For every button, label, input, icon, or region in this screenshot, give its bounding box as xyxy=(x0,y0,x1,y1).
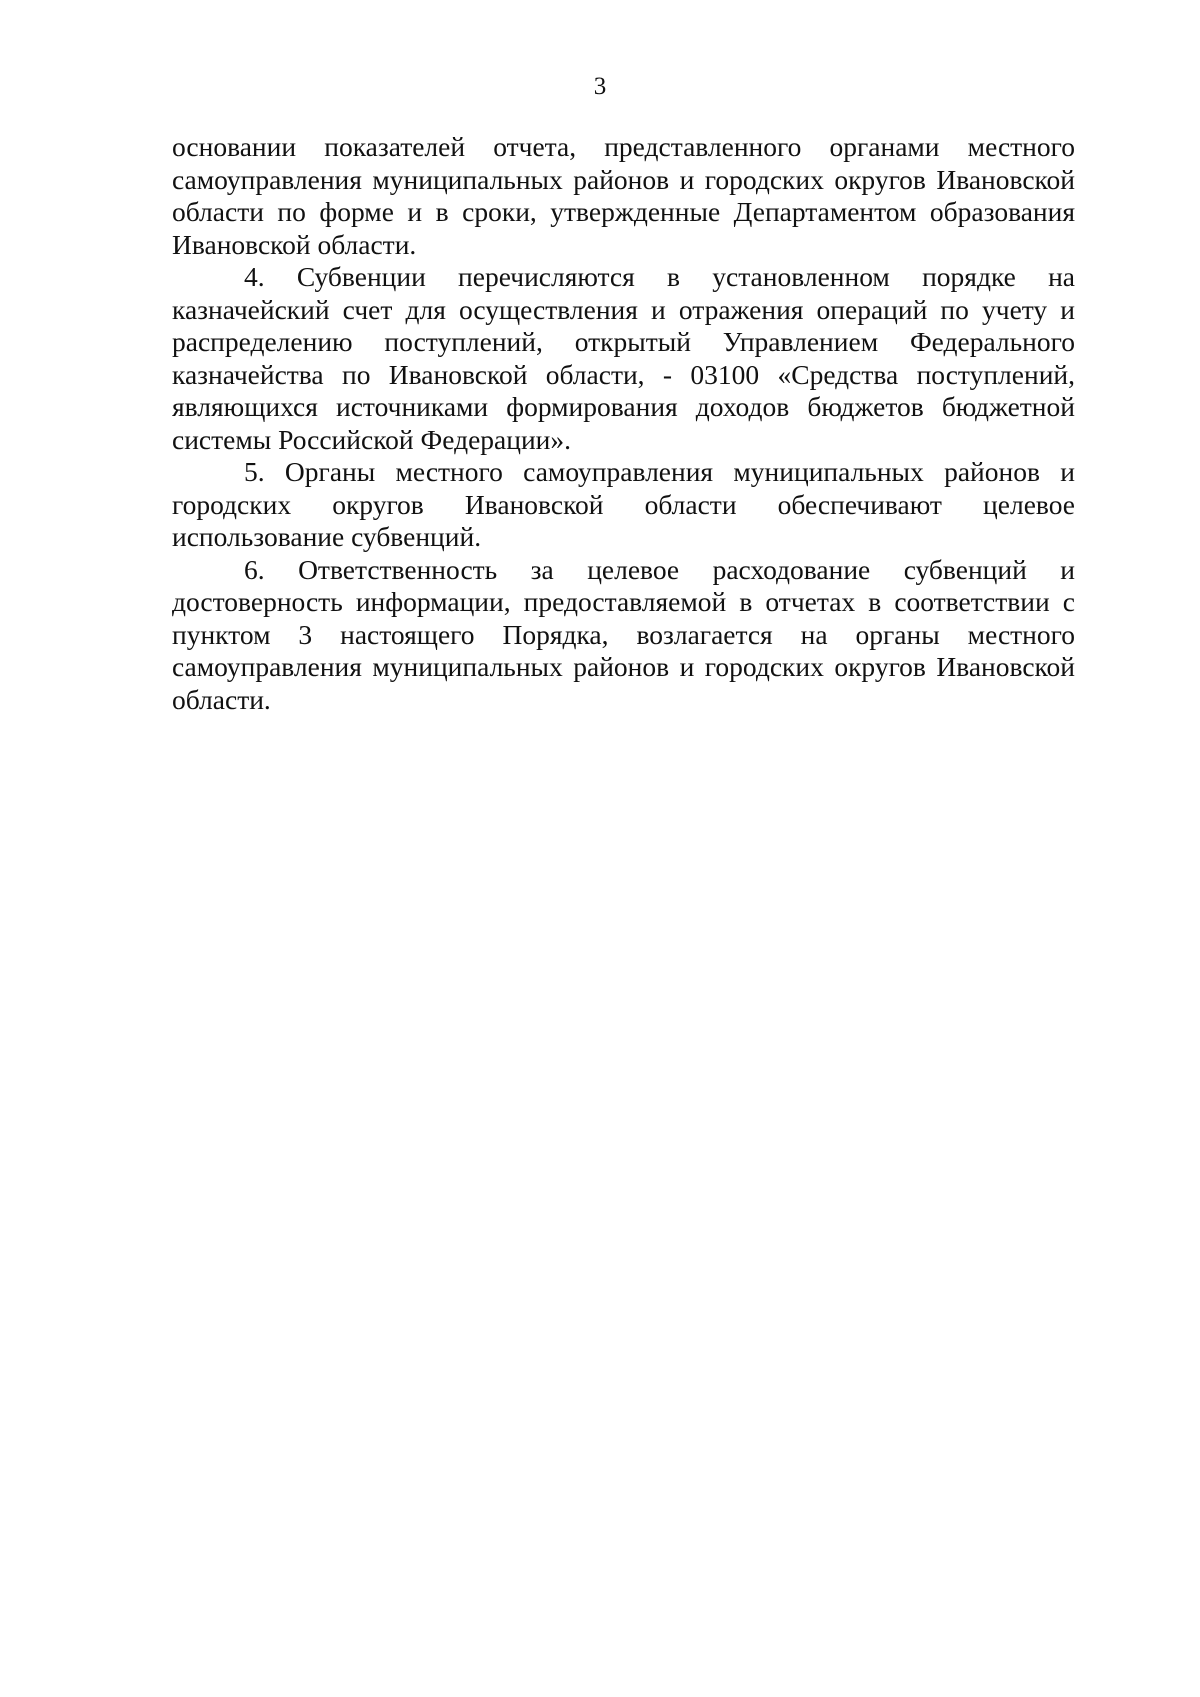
document-body xyxy=(172,131,1075,716)
paragraph-item-5: 5. Органы местного самоуправления муниципальных районов и городских округов Ивановской области обеспечивают целевое использование субвенций. xyxy=(172,456,1075,552)
paragraph-item-4: 4. Субвенции перечисляются в установленном порядке на казначейский счет для осуществления и отражения операций по учету и распределению поступлений, открытый Управлением Федерального казначейства по Ивановской области, - 03100 «Средства поступлений, являющихся источниками формирования доходов бюджетов бюджетной системы Российской Федерации». xyxy=(172,261,1075,455)
paragraph-continuation: основании показателей отчета, представленного органами местного самоуправления муниципальных районов и городских округов Ивановской области по форме и в сроки, утвержденные Департаментом образования Ивановской области. xyxy=(172,131,1075,260)
page-number: 3 xyxy=(593,73,607,100)
paragraph-item-6: 6. Ответственность за целевое расходование субвенций и достоверность информации, предоставляемой в отчетах в соответствии с пунктом 3 настоящего Порядка, возлагается на органы местного самоуправления муниципальных районов и городских округов Ивановской области. xyxy=(172,553,1075,715)
